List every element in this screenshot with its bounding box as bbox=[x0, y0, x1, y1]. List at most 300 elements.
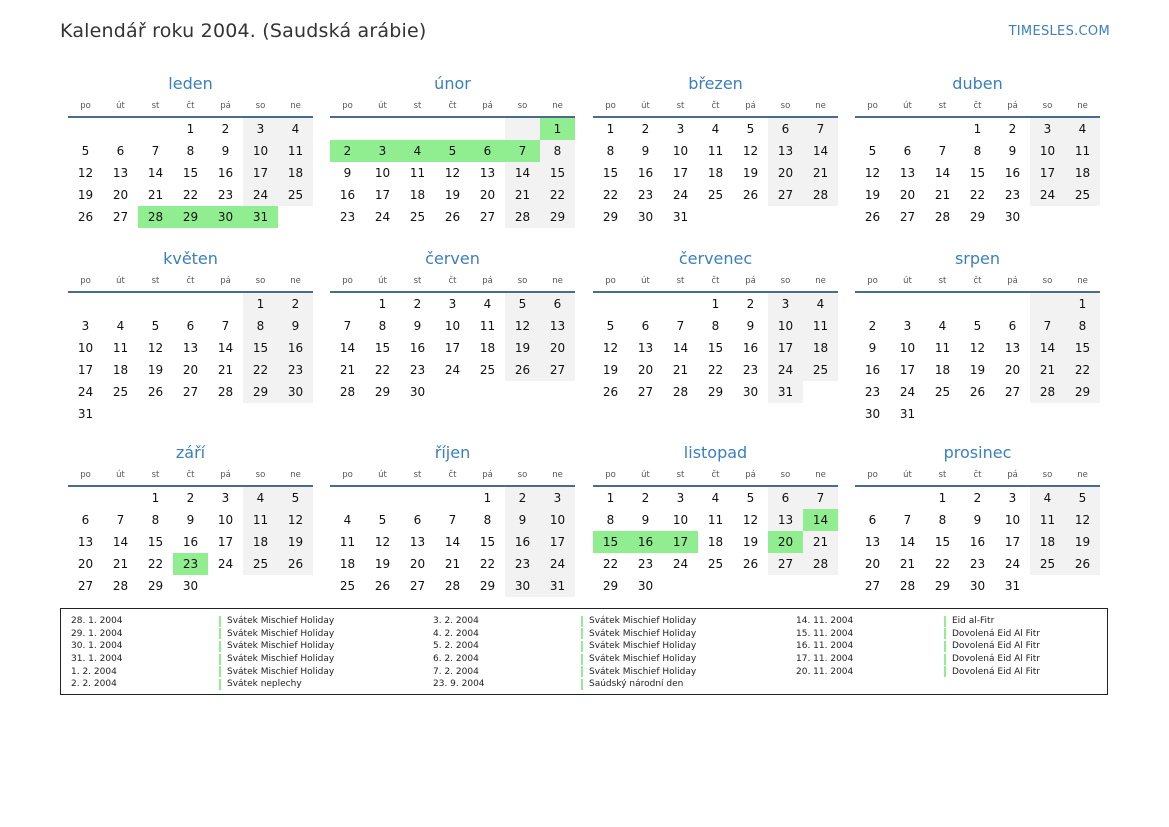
day-cell[interactable]: 30 bbox=[182, 579, 199, 593]
day-cell[interactable]: 2 bbox=[330, 140, 365, 162]
day-cell[interactable]: 3 bbox=[676, 491, 685, 505]
day-cell[interactable]: 19 bbox=[864, 188, 881, 202]
day-cell[interactable]: 24 bbox=[672, 188, 689, 202]
day-cell[interactable]: 19 bbox=[278, 531, 313, 553]
day-cell[interactable]: 17 bbox=[1030, 162, 1065, 184]
day-cell[interactable]: 10 bbox=[243, 140, 278, 162]
day-cell[interactable]: 30 bbox=[505, 575, 540, 597]
day-cell[interactable]: 14 bbox=[112, 535, 129, 549]
day-cell[interactable]: 6 bbox=[540, 293, 575, 315]
day-cell[interactable]: 13 bbox=[182, 341, 199, 355]
day-cell[interactable]: 12 bbox=[602, 341, 619, 355]
day-cell[interactable]: 22 bbox=[243, 359, 278, 381]
day-cell[interactable]: 3 bbox=[221, 491, 230, 505]
day-cell[interactable]: 21 bbox=[444, 557, 461, 571]
day-cell[interactable]: 12 bbox=[742, 144, 759, 158]
day-cell[interactable]: 25 bbox=[339, 579, 356, 593]
day-cell[interactable]: 10 bbox=[540, 509, 575, 531]
day-cell[interactable]: 24 bbox=[899, 385, 916, 399]
day-cell[interactable]: 21 bbox=[934, 188, 951, 202]
day-cell[interactable]: 27 bbox=[409, 579, 426, 593]
day-cell[interactable]: 12 bbox=[374, 535, 391, 549]
day-cell[interactable]: 9 bbox=[343, 166, 352, 180]
day-cell[interactable]: 9 bbox=[278, 315, 313, 337]
day-cell[interactable]: 31 bbox=[768, 381, 803, 403]
day-cell[interactable]: 24 bbox=[540, 553, 575, 575]
day-cell[interactable]: 17 bbox=[540, 531, 575, 553]
day-cell[interactable]: 12 bbox=[969, 341, 986, 355]
day-cell[interactable]: 1 bbox=[483, 491, 492, 505]
day-cell[interactable]: 24 bbox=[217, 557, 234, 571]
day-cell[interactable]: 29 bbox=[602, 579, 619, 593]
day-cell[interactable]: 13 bbox=[864, 535, 881, 549]
day-cell[interactable]: 7 bbox=[343, 319, 352, 333]
day-cell[interactable]: 10 bbox=[374, 166, 391, 180]
day-cell[interactable]: 12 bbox=[77, 166, 94, 180]
day-cell[interactable]: 6 bbox=[81, 513, 90, 527]
day-cell[interactable]: 4 bbox=[803, 293, 838, 315]
day-cell[interactable]: 30 bbox=[864, 407, 881, 421]
day-cell[interactable]: 23 bbox=[409, 363, 426, 377]
day-cell[interactable]: 15 bbox=[969, 166, 986, 180]
day-cell[interactable]: 15 bbox=[479, 535, 496, 549]
day-cell[interactable]: 7 bbox=[505, 140, 540, 162]
day-cell[interactable]: 24 bbox=[77, 385, 94, 399]
day-cell[interactable]: 27 bbox=[479, 210, 496, 224]
day-cell[interactable]: 21 bbox=[1030, 359, 1065, 381]
day-cell[interactable]: 22 bbox=[969, 188, 986, 202]
day-cell[interactable]: 25 bbox=[934, 385, 951, 399]
day-cell[interactable]: 19 bbox=[1065, 531, 1100, 553]
day-cell[interactable]: 13 bbox=[899, 166, 916, 180]
day-cell[interactable]: 28 bbox=[112, 579, 129, 593]
day-cell[interactable]: 23 bbox=[637, 188, 654, 202]
day-cell[interactable]: 2 bbox=[1008, 122, 1017, 136]
day-cell[interactable]: 18 bbox=[803, 337, 838, 359]
site-link[interactable]: TIMESLES.COM bbox=[1008, 24, 1110, 39]
day-cell[interactable]: 10 bbox=[444, 319, 461, 333]
day-cell[interactable]: 22 bbox=[707, 363, 724, 377]
day-cell[interactable]: 15 bbox=[182, 166, 199, 180]
day-cell[interactable]: 19 bbox=[742, 535, 759, 549]
day-cell[interactable]: 9 bbox=[973, 513, 982, 527]
day-cell[interactable]: 23 bbox=[1004, 188, 1021, 202]
day-cell[interactable]: 30 bbox=[208, 206, 243, 228]
day-cell[interactable]: 18 bbox=[112, 363, 129, 377]
day-cell[interactable]: 30 bbox=[969, 579, 986, 593]
day-cell[interactable]: 11 bbox=[1065, 140, 1100, 162]
day-cell[interactable]: 4 bbox=[400, 140, 435, 162]
day-cell[interactable]: 24 bbox=[374, 210, 391, 224]
day-cell[interactable]: 5 bbox=[868, 144, 877, 158]
day-cell[interactable]: 6 bbox=[903, 144, 912, 158]
day-cell[interactable]: 16 bbox=[339, 188, 356, 202]
day-cell[interactable]: 27 bbox=[77, 579, 94, 593]
day-cell[interactable]: 21 bbox=[505, 184, 540, 206]
day-cell[interactable]: 16 bbox=[969, 535, 986, 549]
day-cell[interactable]: 15 bbox=[147, 535, 164, 549]
day-cell[interactable]: 13 bbox=[768, 140, 803, 162]
day-cell[interactable]: 31 bbox=[77, 407, 94, 421]
day-cell[interactable]: 4 bbox=[938, 319, 947, 333]
day-cell[interactable]: 22 bbox=[1065, 359, 1100, 381]
day-cell[interactable]: 1 bbox=[243, 293, 278, 315]
day-cell[interactable]: 11 bbox=[707, 513, 724, 527]
day-cell[interactable]: 14 bbox=[899, 535, 916, 549]
day-cell[interactable]: 26 bbox=[444, 210, 461, 224]
day-cell[interactable]: 7 bbox=[448, 513, 457, 527]
day-cell[interactable]: 5 bbox=[278, 487, 313, 509]
day-cell[interactable]: 13 bbox=[479, 166, 496, 180]
day-cell[interactable]: 1 bbox=[151, 491, 160, 505]
day-cell[interactable]: 10 bbox=[672, 513, 689, 527]
day-cell[interactable]: 8 bbox=[973, 144, 982, 158]
day-cell[interactable]: 24 bbox=[1004, 557, 1021, 571]
day-cell[interactable]: 20 bbox=[479, 188, 496, 202]
day-cell[interactable]: 11 bbox=[339, 535, 356, 549]
day-cell[interactable]: 28 bbox=[1030, 381, 1065, 403]
day-cell[interactable]: 17 bbox=[243, 162, 278, 184]
day-cell[interactable]: 3 bbox=[243, 118, 278, 140]
day-cell[interactable]: 14 bbox=[803, 509, 838, 531]
day-cell[interactable]: 21 bbox=[672, 363, 689, 377]
day-cell[interactable]: 30 bbox=[409, 385, 426, 399]
day-cell[interactable]: 11 bbox=[278, 140, 313, 162]
day-cell[interactable]: 26 bbox=[374, 579, 391, 593]
day-cell[interactable]: 12 bbox=[1065, 509, 1100, 531]
day-cell[interactable]: 23 bbox=[864, 385, 881, 399]
day-cell[interactable]: 2 bbox=[221, 122, 230, 136]
day-cell[interactable]: 22 bbox=[602, 557, 619, 571]
day-cell[interactable]: 1 bbox=[711, 297, 720, 311]
day-cell[interactable]: 21 bbox=[803, 531, 838, 553]
day-cell[interactable]: 31 bbox=[899, 407, 916, 421]
day-cell[interactable]: 11 bbox=[803, 315, 838, 337]
day-cell[interactable]: 17 bbox=[444, 341, 461, 355]
day-cell[interactable]: 16 bbox=[505, 531, 540, 553]
day-cell[interactable]: 20 bbox=[1004, 363, 1021, 377]
day-cell[interactable]: 28 bbox=[803, 553, 838, 575]
day-cell[interactable]: 29 bbox=[243, 381, 278, 403]
day-cell[interactable]: 27 bbox=[182, 385, 199, 399]
day-cell[interactable]: 14 bbox=[444, 535, 461, 549]
day-cell[interactable]: 19 bbox=[147, 363, 164, 377]
day-cell[interactable]: 5 bbox=[505, 293, 540, 315]
day-cell[interactable]: 10 bbox=[217, 513, 234, 527]
day-cell[interactable]: 29 bbox=[540, 206, 575, 228]
day-cell[interactable]: 13 bbox=[77, 535, 94, 549]
day-cell[interactable]: 23 bbox=[173, 553, 208, 575]
day-cell[interactable]: 26 bbox=[742, 188, 759, 202]
day-cell[interactable]: 26 bbox=[505, 359, 540, 381]
day-cell[interactable]: 2 bbox=[641, 122, 650, 136]
day-cell[interactable]: 24 bbox=[243, 184, 278, 206]
day-cell[interactable]: 1 bbox=[973, 122, 982, 136]
day-cell[interactable]: 11 bbox=[1030, 509, 1065, 531]
day-cell[interactable]: 4 bbox=[711, 122, 720, 136]
day-cell[interactable]: 26 bbox=[969, 385, 986, 399]
day-cell[interactable]: 7 bbox=[1030, 315, 1065, 337]
day-cell[interactable]: 26 bbox=[147, 385, 164, 399]
day-cell[interactable]: 27 bbox=[637, 385, 654, 399]
day-cell[interactable]: 22 bbox=[374, 363, 391, 377]
day-cell[interactable]: 13 bbox=[637, 341, 654, 355]
day-cell[interactable]: 12 bbox=[742, 513, 759, 527]
day-cell[interactable]: 15 bbox=[593, 531, 628, 553]
day-cell[interactable]: 28 bbox=[339, 385, 356, 399]
day-cell[interactable]: 8 bbox=[606, 513, 615, 527]
day-cell[interactable]: 23 bbox=[505, 553, 540, 575]
day-cell[interactable]: 23 bbox=[637, 557, 654, 571]
day-cell[interactable]: 31 bbox=[243, 206, 278, 228]
day-cell[interactable]: 2 bbox=[868, 319, 877, 333]
day-cell[interactable]: 16 bbox=[1004, 166, 1021, 180]
day-cell[interactable]: 7 bbox=[803, 118, 838, 140]
day-cell[interactable]: 7 bbox=[938, 144, 947, 158]
day-cell[interactable]: 7 bbox=[903, 513, 912, 527]
day-cell[interactable]: 4 bbox=[278, 118, 313, 140]
day-cell[interactable]: 15 bbox=[707, 341, 724, 355]
day-cell[interactable]: 5 bbox=[606, 319, 615, 333]
day-cell[interactable]: 19 bbox=[969, 363, 986, 377]
day-cell[interactable]: 6 bbox=[641, 319, 650, 333]
day-cell[interactable]: 28 bbox=[672, 385, 689, 399]
day-cell[interactable]: 8 bbox=[1065, 315, 1100, 337]
day-cell[interactable]: 30 bbox=[1004, 210, 1021, 224]
day-cell[interactable]: 31 bbox=[672, 210, 689, 224]
day-cell[interactable]: 11 bbox=[112, 341, 129, 355]
day-cell[interactable]: 25 bbox=[1065, 184, 1100, 206]
day-cell[interactable]: 27 bbox=[864, 579, 881, 593]
day-cell[interactable]: 9 bbox=[413, 319, 422, 333]
day-cell[interactable]: 1 bbox=[186, 122, 195, 136]
day-cell[interactable]: 1 bbox=[938, 491, 947, 505]
day-cell[interactable]: 21 bbox=[803, 162, 838, 184]
day-cell[interactable]: 9 bbox=[186, 513, 195, 527]
day-cell[interactable]: 13 bbox=[112, 166, 129, 180]
day-cell[interactable]: 2 bbox=[413, 297, 422, 311]
day-cell[interactable]: 1 bbox=[540, 118, 575, 140]
day-cell[interactable]: 15 bbox=[602, 166, 619, 180]
day-cell[interactable]: 5 bbox=[1065, 487, 1100, 509]
day-cell[interactable]: 31 bbox=[540, 575, 575, 597]
day-cell[interactable]: 28 bbox=[934, 210, 951, 224]
day-cell[interactable]: 8 bbox=[186, 144, 195, 158]
day-cell[interactable]: 20 bbox=[864, 557, 881, 571]
day-cell[interactable]: 3 bbox=[448, 297, 457, 311]
day-cell[interactable]: 30 bbox=[637, 210, 654, 224]
day-cell[interactable]: 16 bbox=[278, 337, 313, 359]
day-cell[interactable]: 10 bbox=[77, 341, 94, 355]
day-cell[interactable]: 10 bbox=[672, 144, 689, 158]
day-cell[interactable]: 26 bbox=[77, 210, 94, 224]
day-cell[interactable]: 16 bbox=[628, 531, 663, 553]
day-cell[interactable]: 9 bbox=[641, 144, 650, 158]
day-cell[interactable]: 11 bbox=[243, 509, 278, 531]
day-cell[interactable]: 12 bbox=[505, 315, 540, 337]
day-cell[interactable]: 26 bbox=[742, 557, 759, 571]
day-cell[interactable]: 29 bbox=[1065, 381, 1100, 403]
day-cell[interactable]: 31 bbox=[1004, 579, 1021, 593]
day-cell[interactable]: 4 bbox=[343, 513, 352, 527]
day-cell[interactable]: 14 bbox=[934, 166, 951, 180]
day-cell[interactable]: 2 bbox=[278, 293, 313, 315]
day-cell[interactable]: 7 bbox=[221, 319, 230, 333]
day-cell[interactable]: 17 bbox=[768, 337, 803, 359]
day-cell[interactable]: 17 bbox=[663, 531, 698, 553]
day-cell[interactable]: 9 bbox=[641, 513, 650, 527]
day-cell[interactable]: 21 bbox=[339, 363, 356, 377]
day-cell[interactable]: 29 bbox=[147, 579, 164, 593]
day-cell[interactable]: 25 bbox=[278, 184, 313, 206]
day-cell[interactable]: 16 bbox=[182, 535, 199, 549]
day-cell[interactable]: 18 bbox=[1065, 162, 1100, 184]
day-cell[interactable]: 30 bbox=[278, 381, 313, 403]
day-cell[interactable]: 8 bbox=[243, 315, 278, 337]
day-cell[interactable]: 23 bbox=[278, 359, 313, 381]
day-cell[interactable]: 20 bbox=[768, 531, 803, 553]
day-cell[interactable]: 4 bbox=[116, 319, 125, 333]
day-cell[interactable]: 29 bbox=[969, 210, 986, 224]
day-cell[interactable]: 22 bbox=[602, 188, 619, 202]
day-cell[interactable]: 4 bbox=[711, 491, 720, 505]
day-cell[interactable]: 12 bbox=[147, 341, 164, 355]
day-cell[interactable]: 27 bbox=[768, 184, 803, 206]
day-cell[interactable]: 23 bbox=[217, 188, 234, 202]
day-cell[interactable]: 19 bbox=[77, 188, 94, 202]
day-cell[interactable]: 22 bbox=[182, 188, 199, 202]
day-cell[interactable]: 18 bbox=[243, 531, 278, 553]
day-cell[interactable]: 15 bbox=[243, 337, 278, 359]
day-cell[interactable]: 7 bbox=[803, 487, 838, 509]
day-cell[interactable]: 8 bbox=[151, 513, 160, 527]
day-cell[interactable]: 10 bbox=[1004, 513, 1021, 527]
day-cell[interactable]: 26 bbox=[278, 553, 313, 575]
day-cell[interactable]: 8 bbox=[711, 319, 720, 333]
day-cell[interactable]: 25 bbox=[1030, 553, 1065, 575]
day-cell[interactable]: 15 bbox=[1065, 337, 1100, 359]
day-cell[interactable]: 24 bbox=[672, 557, 689, 571]
day-cell[interactable]: 22 bbox=[479, 557, 496, 571]
day-cell[interactable]: 3 bbox=[1008, 491, 1017, 505]
day-cell[interactable]: 7 bbox=[676, 319, 685, 333]
day-cell[interactable]: 28 bbox=[217, 385, 234, 399]
day-cell[interactable]: 13 bbox=[540, 315, 575, 337]
day-cell[interactable]: 18 bbox=[934, 363, 951, 377]
day-cell[interactable]: 29 bbox=[374, 385, 391, 399]
day-cell[interactable]: 15 bbox=[374, 341, 391, 355]
day-cell[interactable]: 19 bbox=[444, 188, 461, 202]
day-cell[interactable]: 20 bbox=[112, 188, 129, 202]
day-cell[interactable]: 12 bbox=[864, 166, 881, 180]
day-cell[interactable]: 29 bbox=[602, 210, 619, 224]
day-cell[interactable]: 21 bbox=[112, 557, 129, 571]
day-cell[interactable]: 9 bbox=[868, 341, 877, 355]
day-cell[interactable]: 4 bbox=[1065, 118, 1100, 140]
day-cell[interactable]: 18 bbox=[707, 535, 724, 549]
day-cell[interactable]: 5 bbox=[378, 513, 387, 527]
day-cell[interactable]: 14 bbox=[147, 166, 164, 180]
day-cell[interactable]: 25 bbox=[707, 557, 724, 571]
day-cell[interactable]: 18 bbox=[1030, 531, 1065, 553]
day-cell[interactable]: 16 bbox=[217, 166, 234, 180]
day-cell[interactable]: 4 bbox=[483, 297, 492, 311]
day-cell[interactable]: 21 bbox=[217, 363, 234, 377]
day-cell[interactable]: 20 bbox=[77, 557, 94, 571]
day-cell[interactable]: 18 bbox=[479, 341, 496, 355]
day-cell[interactable]: 6 bbox=[768, 487, 803, 509]
day-cell[interactable]: 6 bbox=[413, 513, 422, 527]
day-cell[interactable]: 1 bbox=[1065, 293, 1100, 315]
day-cell[interactable]: 3 bbox=[1030, 118, 1065, 140]
day-cell[interactable]: 28 bbox=[803, 184, 838, 206]
day-cell[interactable]: 2 bbox=[186, 491, 195, 505]
day-cell[interactable]: 23 bbox=[339, 210, 356, 224]
day-cell[interactable]: 6 bbox=[186, 319, 195, 333]
day-cell[interactable]: 3 bbox=[768, 293, 803, 315]
day-cell[interactable]: 9 bbox=[221, 144, 230, 158]
day-cell[interactable]: 17 bbox=[899, 363, 916, 377]
day-cell[interactable]: 3 bbox=[81, 319, 90, 333]
day-cell[interactable]: 9 bbox=[746, 319, 755, 333]
day-cell[interactable]: 25 bbox=[112, 385, 129, 399]
day-cell[interactable]: 26 bbox=[602, 385, 619, 399]
day-cell[interactable]: 17 bbox=[77, 363, 94, 377]
day-cell[interactable]: 24 bbox=[768, 359, 803, 381]
day-cell[interactable]: 25 bbox=[479, 363, 496, 377]
day-cell[interactable]: 14 bbox=[505, 162, 540, 184]
day-cell[interactable]: 14 bbox=[339, 341, 356, 355]
day-cell[interactable]: 22 bbox=[540, 184, 575, 206]
day-cell[interactable]: 28 bbox=[444, 579, 461, 593]
day-cell[interactable]: 16 bbox=[637, 166, 654, 180]
day-cell[interactable]: 15 bbox=[540, 162, 575, 184]
day-cell[interactable]: 30 bbox=[637, 579, 654, 593]
day-cell[interactable]: 20 bbox=[182, 363, 199, 377]
day-cell[interactable]: 11 bbox=[934, 341, 951, 355]
day-cell[interactable]: 10 bbox=[768, 315, 803, 337]
day-cell[interactable]: 7 bbox=[116, 513, 125, 527]
day-cell[interactable]: 20 bbox=[768, 162, 803, 184]
day-cell[interactable]: 17 bbox=[217, 535, 234, 549]
day-cell[interactable]: 12 bbox=[444, 166, 461, 180]
day-cell[interactable]: 18 bbox=[278, 162, 313, 184]
day-cell[interactable]: 30 bbox=[742, 385, 759, 399]
day-cell[interactable]: 29 bbox=[479, 579, 496, 593]
day-cell[interactable]: 25 bbox=[409, 210, 426, 224]
day-cell[interactable]: 3 bbox=[540, 487, 575, 509]
day-cell[interactable]: 19 bbox=[505, 337, 540, 359]
day-cell[interactable]: 28 bbox=[138, 206, 173, 228]
day-cell[interactable]: 27 bbox=[1004, 385, 1021, 399]
day-cell[interactable]: 4 bbox=[1030, 487, 1065, 509]
day-cell[interactable]: 20 bbox=[637, 363, 654, 377]
day-cell[interactable]: 8 bbox=[378, 319, 387, 333]
day-cell[interactable]: 22 bbox=[934, 557, 951, 571]
day-cell[interactable]: 23 bbox=[969, 557, 986, 571]
day-cell[interactable]: 27 bbox=[540, 359, 575, 381]
day-cell[interactable]: 13 bbox=[409, 535, 426, 549]
day-cell[interactable]: 10 bbox=[899, 341, 916, 355]
day-cell[interactable]: 11 bbox=[409, 166, 426, 180]
day-cell[interactable]: 25 bbox=[707, 188, 724, 202]
day-cell[interactable]: 18 bbox=[339, 557, 356, 571]
day-cell[interactable]: 1 bbox=[606, 491, 615, 505]
day-cell[interactable]: 27 bbox=[112, 210, 129, 224]
day-cell[interactable]: 5 bbox=[746, 491, 755, 505]
day-cell[interactable]: 7 bbox=[151, 144, 160, 158]
day-cell[interactable]: 5 bbox=[746, 122, 755, 136]
